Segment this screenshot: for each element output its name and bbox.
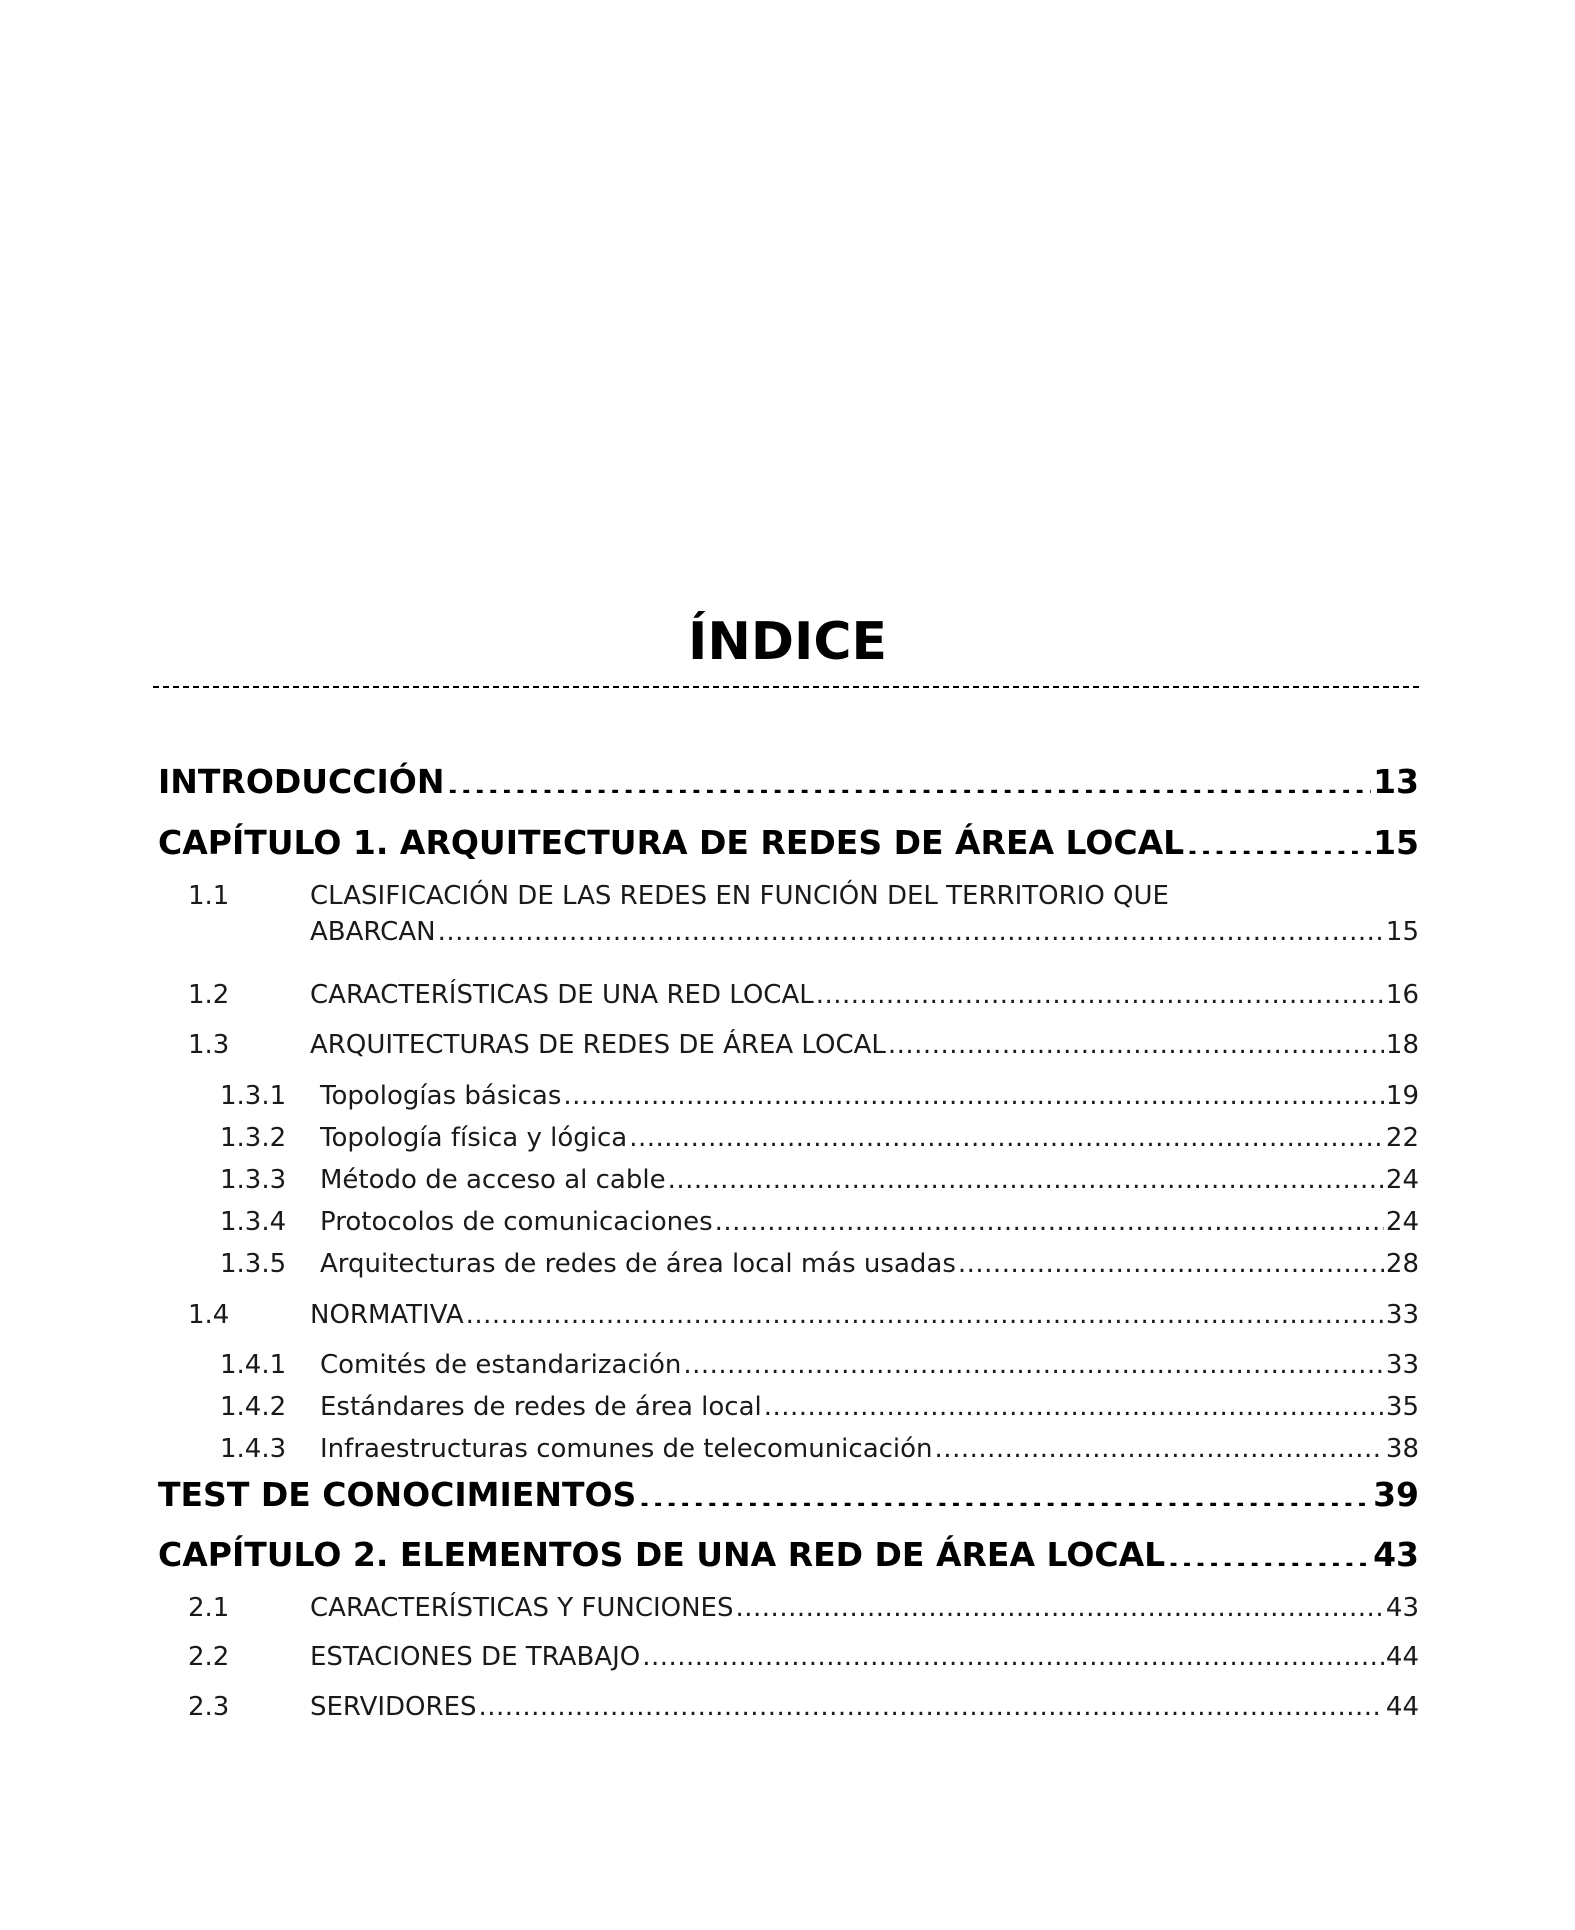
toc-entry-page: 33 — [1385, 1300, 1419, 1330]
toc-entry-number: 1.3.1 — [220, 1081, 287, 1111]
toc-entry-page: 38 — [1385, 1434, 1419, 1464]
dot-leader — [816, 977, 1384, 1003]
toc-entry-number: 1.3.3 — [220, 1165, 287, 1195]
title-dashed-rule — [153, 686, 1419, 688]
dot-leader — [888, 1027, 1384, 1053]
toc-entry-1-3-2[interactable] — [158, 1120, 1419, 1156]
toc-entry-capitulo-1[interactable] — [158, 818, 1419, 868]
toc-entry-label-line2: ABARCAN — [310, 917, 436, 947]
toc-entry-page: 43 — [1373, 1535, 1419, 1574]
dot-leader — [479, 1689, 1384, 1715]
toc-entry-number: 1.3.2 — [220, 1123, 287, 1153]
toc-entry-label: Comités de estandarización — [320, 1350, 682, 1380]
toc-entry-label-line1: CLASIFICACIÓN DE LAS REDES EN FUNCIÓN DEL TERRITORIO QUE — [310, 881, 1169, 911]
toc-entry-1-3-5[interactable] — [158, 1246, 1419, 1282]
toc-entry-capitulo-2[interactable] — [158, 1530, 1419, 1580]
toc-entry-label: SERVIDORES — [310, 1692, 477, 1722]
toc-entry-label: ARQUITECTURAS DE REDES DE ÁREA LOCAL — [310, 1030, 886, 1060]
dot-leader — [764, 1389, 1384, 1415]
dot-leader — [935, 1431, 1384, 1457]
dot-leader — [466, 1297, 1384, 1323]
toc-entry-page: 28 — [1385, 1249, 1419, 1279]
toc-entry-label: Arquitecturas de redes de área local más usadas — [320, 1249, 956, 1279]
toc-entry-number: 2.2 — [188, 1642, 230, 1672]
dot-leader — [1167, 1533, 1371, 1566]
toc-entry-label: CAPÍTULO 1. ARQUITECTURA DE REDES DE ÁREA LOCAL — [158, 823, 1185, 862]
toc-entry-number: 2.3 — [188, 1692, 230, 1722]
toc-entry-number: 1.4.2 — [220, 1392, 287, 1422]
toc-entry-page: 22 — [1385, 1123, 1419, 1153]
toc-entry-label: Método de acceso al cable — [320, 1165, 666, 1195]
dot-leader — [563, 1078, 1384, 1104]
toc-entry-number: 1.3 — [188, 1030, 230, 1060]
toc-entry-1-3-4[interactable] — [158, 1204, 1419, 1240]
toc-entry-page: 19 — [1385, 1081, 1419, 1111]
toc-entry-2-2[interactable] — [158, 1639, 1419, 1675]
toc-entry-page: 33 — [1385, 1350, 1419, 1380]
toc-entry-number: 1.2 — [188, 980, 230, 1010]
toc-entry-introduccion[interactable] — [158, 757, 1419, 807]
toc-entry-page: 35 — [1385, 1392, 1419, 1422]
toc-entry-page: 44 — [1385, 1642, 1419, 1672]
toc-entry-1-3-1[interactable] — [158, 1078, 1419, 1114]
toc-entry-1-2[interactable] — [158, 977, 1419, 1013]
dot-leader — [629, 1120, 1384, 1146]
toc-entry-1-1[interactable] — [158, 878, 1419, 950]
toc-entry-number: 1.4 — [188, 1300, 230, 1330]
toc-entry-label: Estándares de redes de área local — [320, 1392, 762, 1422]
toc-entry-1-4-2[interactable] — [158, 1389, 1419, 1425]
toc-entry-number: 1.1 — [188, 881, 230, 911]
toc-entry-page: 24 — [1385, 1207, 1419, 1237]
toc-entry-label: TEST DE CONOCIMIENTOS — [158, 1475, 637, 1514]
toc-entry-page: 18 — [1385, 1030, 1419, 1060]
toc-entry-page: 24 — [1385, 1165, 1419, 1195]
toc-entry-1-3[interactable] — [158, 1027, 1419, 1063]
dot-leader — [642, 1639, 1384, 1665]
dot-leader — [668, 1162, 1384, 1188]
page-title: ÍNDICE — [687, 612, 888, 672]
dot-leader — [638, 1473, 1371, 1506]
dot-leader — [1186, 821, 1371, 854]
toc-entry-label: Topología física y lógica — [320, 1123, 628, 1153]
toc-entry-page: 39 — [1373, 1475, 1419, 1514]
toc-entry-label: CARACTERÍSTICAS Y FUNCIONES — [310, 1593, 734, 1623]
toc-entry-label: NORMATIVA — [310, 1300, 464, 1330]
toc-entry-label: CAPÍTULO 2. ELEMENTOS DE UNA RED DE ÁREA LOCAL — [158, 1535, 1166, 1574]
toc-entry-label: INTRODUCCIÓN — [158, 762, 445, 801]
toc-entry-page: 13 — [1373, 762, 1419, 801]
toc-entry-number: 2.1 — [188, 1593, 230, 1623]
toc-entry-page: 15 — [1373, 823, 1419, 862]
dot-leader — [438, 914, 1384, 940]
toc-entry-page: 43 — [1385, 1593, 1419, 1623]
toc-entry-test-de-conocimientos[interactable] — [158, 1470, 1419, 1520]
toc-entry-label: ESTACIONES DE TRABAJO — [310, 1642, 641, 1672]
toc-entry-label: Protocolos de comunicaciones — [320, 1207, 713, 1237]
toc-entry-label: Topologías básicas — [320, 1081, 562, 1111]
dot-leader — [736, 1590, 1384, 1616]
dot-leader — [958, 1246, 1384, 1272]
toc-entry-1-4-3[interactable] — [158, 1431, 1419, 1467]
toc-entry-number: 1.4.3 — [220, 1434, 287, 1464]
toc-entry-label: Infraestructuras comunes de telecomunicación — [320, 1434, 933, 1464]
dot-leader — [683, 1347, 1384, 1373]
toc-entry-page: 15 — [1385, 917, 1419, 947]
toc-entry-number: 1.3.4 — [220, 1207, 287, 1237]
toc-entry-1-3-3[interactable] — [158, 1162, 1419, 1198]
toc-entry-page: 44 — [1385, 1692, 1419, 1722]
toc-entry-1-4[interactable] — [158, 1297, 1419, 1333]
toc-entry-number: 1.4.1 — [220, 1350, 287, 1380]
dot-leader — [715, 1204, 1384, 1230]
toc-entry-label: CARACTERÍSTICAS DE UNA RED LOCAL — [310, 980, 814, 1010]
toc-entry-number: 1.3.5 — [220, 1249, 287, 1279]
toc-entry-2-1[interactable] — [158, 1590, 1419, 1626]
toc-entry-2-3[interactable] — [158, 1689, 1419, 1725]
toc-entry-page: 16 — [1385, 980, 1419, 1010]
dot-leader — [446, 760, 1371, 793]
toc-entry-1-4-1[interactable] — [158, 1347, 1419, 1383]
